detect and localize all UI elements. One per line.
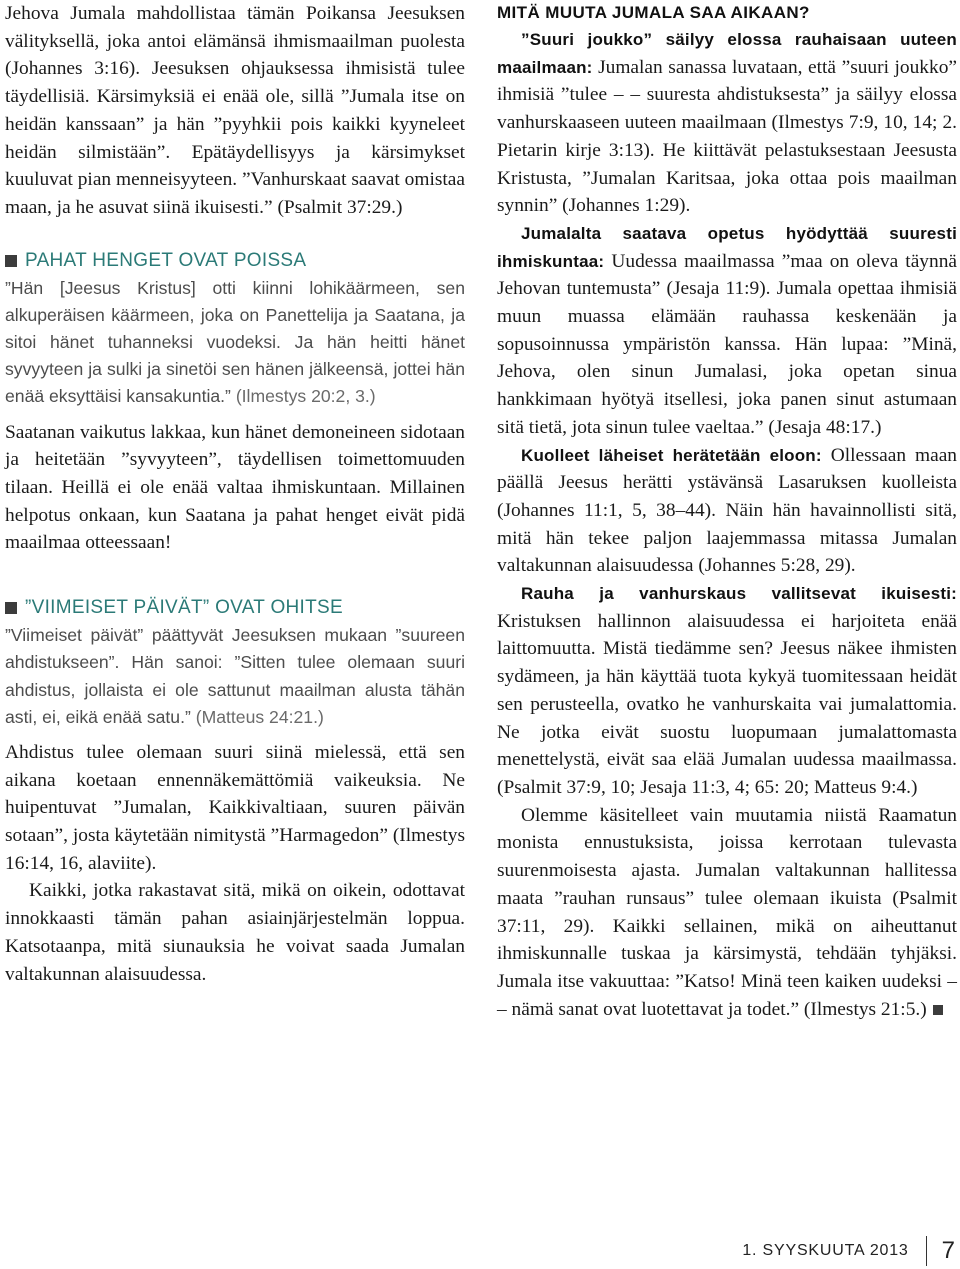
closing-paragraph bbox=[497, 802, 957, 1024]
item-lead: Kuolleet läheiset herätetään eloon: bbox=[521, 445, 822, 465]
item-text: Uudessa maailmassa ”maa on oleva täynnä Jehovan tuntemusta” (Jesaja 11:9). Jumala opettaa ihmisiä muun muassa elämään rauhassa keskenään ja sopusoinnussa ympäristön kanssa. Hän lupaa: ”Minä, Jehova, olen sinun Jumalasi, joka opetan sinua hankkimaan hyötyä itsellesi, joka panen sinut astumaan sitä tietä, jota sinun tulee vaeltaa.” (Jesaja 48:17.) bbox=[497, 250, 957, 438]
list-item bbox=[497, 220, 957, 442]
body-paragraph: Ahdistus tulee olemaan suuri siinä mielessä, että sen aikana koetaan ennennäkemättömiä vaikeuksia. Ne huipentuvat ”Jumalan, Kaikkivaltiaan, suuren päivän sotaan”, josta käytetään nimitystä ”Harmagedon” (Ilmestys 16:14, 16, alaviite). bbox=[5, 741, 465, 874]
footer-divider bbox=[926, 1236, 927, 1266]
section-heading-evil-spirits bbox=[5, 248, 465, 274]
scripture-quote-text: ”Hän [Jeesus Kristus] otti kiinni lohikäärmeen, sen alkuperäisen käärmeen, joka on Panettelija ja Saatana, ja sitoi hänet tuhanneksi vuodeksi. Ja hän heitti hänet syvyyteen ja sulki ja sinetöi sen hänen jälkeensä, jottei hän enää eksyttäisi kansakuntia.” bbox=[5, 277, 465, 407]
end-mark-icon bbox=[933, 1005, 943, 1015]
item-text: Kristuksen hallinnon alaisuudessa ei harjoiteta enää laittomuutta. Mistä tiedämme sen? Jeesus näkee ihmisten sydämeen, ja hän käyttää tuota kykyä tuomitessaan heidät sen perusteella, ovatko he vanhurskaita vai jumalattomia. Ne jotka eivät suostu luopumaan jumalattomasta menettelystä, eivät saa elää Jumalan uudessa maailmassa. (Psalmit 37:9, 10; Jesaja 11:3, 4; 65: 20; Matteus 9:4.) bbox=[497, 610, 957, 798]
list-item bbox=[497, 442, 957, 581]
closing-text: Olemme käsitelleet vain muutamia niistä Raamatun monista ennustuksista, joissa kerrotaan tulevasta suurenmoisesta ajasta. Jumalan valtakunnan hallitessa maata ”rauhan runsaus” tulee olemaan ikuista (Psalmit 37:11, 29). Kaikki sellainen, mikä on aiheuttanut ihmiskunnalle tuskaa ja kärsimystä, tehdään tyhjäksi. Jumala itse vakuuttaa: ”Katso! Minä teen kaiken uudeksi – – nämä sanat ovat luotettavat ja todet.” (Ilmestys 21:5.) bbox=[497, 804, 957, 1020]
scripture-reference: (Matteus 24:21.) bbox=[195, 706, 324, 727]
item-lead: Rauha ja vanhurskaus vallitsevat ikuisesti: bbox=[521, 584, 957, 604]
right-column bbox=[497, 0, 957, 1023]
section-heading-last-days bbox=[5, 595, 465, 621]
scripture-quote bbox=[5, 275, 465, 411]
left-column bbox=[5, 0, 465, 988]
square-bullet-icon bbox=[5, 255, 17, 267]
scripture-reference: (Ilmestys 20:2, 3.) bbox=[235, 386, 376, 407]
item-text: Jumalan sanassa luvataan, että ”suuri joukko” ihmisiä ”tulee – – suuresta ahdistuksesta” ja säilyy elossa vanhurskaaseen uuteen maailmaan (Ilmestys 7:9, 10, 14; 2. Pietarin kirje 3:13). He kiittävät pelastuksestaan Jeesusta Kristusta, ”Jumalan Karitsaa, joka ottaa pois maailman synnin” (Johannes 1:29). bbox=[497, 56, 957, 217]
list-item bbox=[497, 26, 957, 220]
section-heading-text: ”VIIMEISET PÄIVÄT” OVAT OHITSE bbox=[25, 597, 343, 619]
page-number: 7 bbox=[941, 1237, 955, 1264]
body-paragraph: Kaikki, jotka rakastavat sitä, mikä on oikein, odottavat innokkaasti tämän pahan asiainjärjestelmän loppua. Katsotaanpa, mitä siunauksia he voivat saada Jumalan valtakunnan alaisuudessa. bbox=[5, 880, 465, 985]
item-text: Ollessaan maan päällä Jeesus herätti ystävänsä Lasaruksen kuolleista (Johannes 11:1, 5, 38–44). Näin hän havainnollisti sitä, mitä hän tekee paljon laajemmassa mitassa Jumalan valtakunnan alaisuudessa (Johannes 5:28, 29). bbox=[497, 444, 957, 577]
item-lead: ”Suuri joukko” säilyy elossa rauhaisaan uuteen maailmaan: bbox=[497, 30, 957, 77]
page-footer bbox=[742, 1236, 955, 1266]
intro-paragraph: Jehova Jumala mahdollistaa tämän Poikansa Jeesuksen välityksellä, joka antoi elämänsä ihmismaailman puolesta (Johannes 3:16). Jeesuksen ohjauksessa ihmisistä tulee täydellisiä. Kärsimyksiä ei enää ole, sillä ”Jumala itse on heidän kanssaan” ja hän ”pyyhkii pois kaikki kyyneleet heidän silmistään”. Epätäydellisyys ja kärsimykset kuuluvat pian menneisyyteen. ”Vanhurskaat saavat omistaa maan, ja he asuvat siinä ikuisesti.” (Psalmit 37:29.) bbox=[5, 3, 465, 218]
scripture-quote bbox=[5, 622, 465, 731]
section-heading-text: PAHAT HENGET OVAT POISSA bbox=[25, 249, 307, 271]
list-item bbox=[497, 580, 957, 802]
body-paragraph: Saatanan vaikutus lakkaa, kun hänet demoneineen sidotaan ja heitetään ”syvyyteen”, täydellisen toimettomuuden tilaan. Heillä ei ole enää valtaa ihmiskuntaan. Millainen helpotus onkaan, kun Saatana ja pahat henget eivät pidä maailmaa otteessaan! bbox=[5, 421, 465, 554]
sidebar-heading: MITÄ MUUTA JUMALA SAA AIKAAN? bbox=[497, 3, 810, 22]
issue-date: 1. SYYSKUUTA 2013 bbox=[742, 1242, 909, 1259]
square-bullet-icon bbox=[5, 602, 17, 614]
scripture-quote-text: ”Viimeiset päivät” päättyvät Jeesuksen mukaan ”suureen ahdistukseen”. Hän sanoi: ”Sitten tulee olemaan suuri ahdistus, jollaista ei ole sattunut maailman alusta tähän asti, ei, eikä enää satu.” bbox=[5, 625, 465, 727]
item-lead: Jumalalta saatava opetus hyödyttää suuresti ihmiskuntaa: bbox=[497, 223, 957, 271]
